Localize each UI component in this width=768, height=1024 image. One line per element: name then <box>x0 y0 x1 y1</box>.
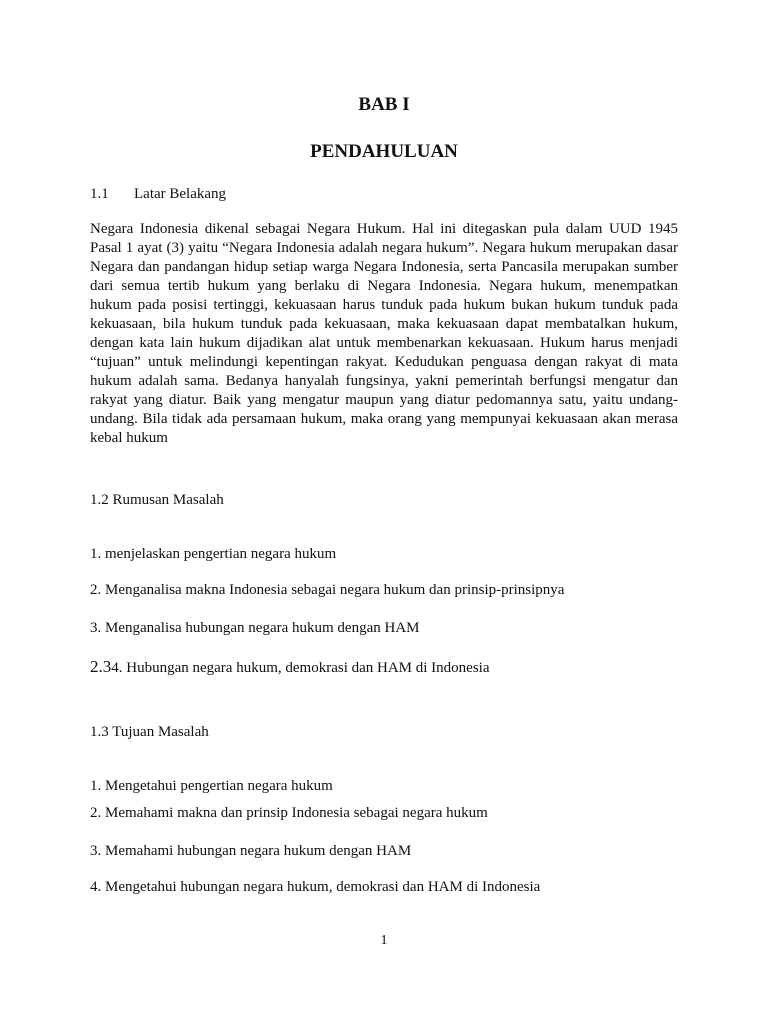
paragraph-line: rakyat yang diatur. Baik yang mengatur maupun yang diatur pedomannya satu, yaitu undang- <box>90 392 678 408</box>
list-item: 2. Menganalisa makna Indonesia sebagai negara hukum dan prinsip-prinsipnya <box>90 582 565 598</box>
list-item: 1. Mengetahui pengertian negara hukum <box>90 778 333 794</box>
page-number: 1 <box>380 933 388 948</box>
list-item: 3. Memahami hubungan negara hukum dengan HAM <box>90 843 412 859</box>
paragraph-line: hukum adalah sama. Bedanya hanyalah fungsinya, yakni pemerintah berfungsi mengatur dan <box>90 373 678 389</box>
chapter-number: BAB I <box>358 94 410 115</box>
section-1-1-number: 1.1 <box>90 186 109 202</box>
list-item: 2. Memahami makna dan prinsip Indonesia sebagai negara hukum <box>90 805 488 821</box>
section-1-1-heading <box>90 185 226 204</box>
paragraph-line: Pasal 1 ayat (3) yaitu “Negara Indonesia adalah negara hukum”. Negara hukum merupakan dasar <box>90 240 678 256</box>
paragraph-line: hukum pada posisi tertinggi, kekuasaan harus tunduk pada hukum bukan hukum tunduk pada <box>90 297 678 313</box>
section-1-3-heading: 1.3 Tujuan Masalah <box>90 724 209 740</box>
paragraph-line: kebal hukum <box>90 430 168 446</box>
chapter-title: PENDAHULUAN <box>310 141 458 162</box>
list-item: 4. Mengetahui hubungan negara hukum, demokrasi dan HAM di Indonesia <box>90 879 541 895</box>
section-1-1-title: Latar Belakang <box>134 186 227 202</box>
section-1-2-heading: 1.2 Rumusan Masalah <box>90 492 224 508</box>
paragraph-line: dengan kata lain hukum dijadikan alat untuk membenarkan kekuasaan. Hukum harus menjadi <box>90 335 678 351</box>
list-item-text: 4. Hubungan negara hukum, demokrasi dan HAM di Indonesia <box>111 660 490 676</box>
list-item: 1. menjelaskan pengertian negara hukum <box>90 546 337 562</box>
list-item-prefix: 2.3 <box>90 657 112 676</box>
paragraph-line: Negara dan pandangan hidup setiap warga Negara Indonesia, serta Pancasila merupakan sumber <box>90 259 678 275</box>
paragraph-line: kekuasaan, bila hukum tunduk pada kekuasaan, maka kekuasaan dapat membatalkan hukum, <box>90 316 678 332</box>
list-item: 3. Menganalisa hubungan negara hukum dengan HAM <box>90 620 420 636</box>
paragraph-line: undang. Bila tidak ada persamaan hukum, maka orang yang mempunyai kekuasaan akan merasa <box>90 411 678 427</box>
paragraph-line: Negara Indonesia dikenal sebagai Negara Hukum. Hal ini ditegaskan pula dalam UUD 1945 <box>90 221 678 237</box>
paragraph-line: dari semua tertib hukum yang berlaku di Negara Indonesia. Negara hukum, menempatkan <box>90 278 678 294</box>
background-paragraph <box>90 220 678 448</box>
list-item <box>90 657 490 678</box>
paragraph-line: “tujuan” untuk melindungi kepentingan rakyat. Kedudukan penguasa dengan rakyat di mata <box>90 354 678 370</box>
